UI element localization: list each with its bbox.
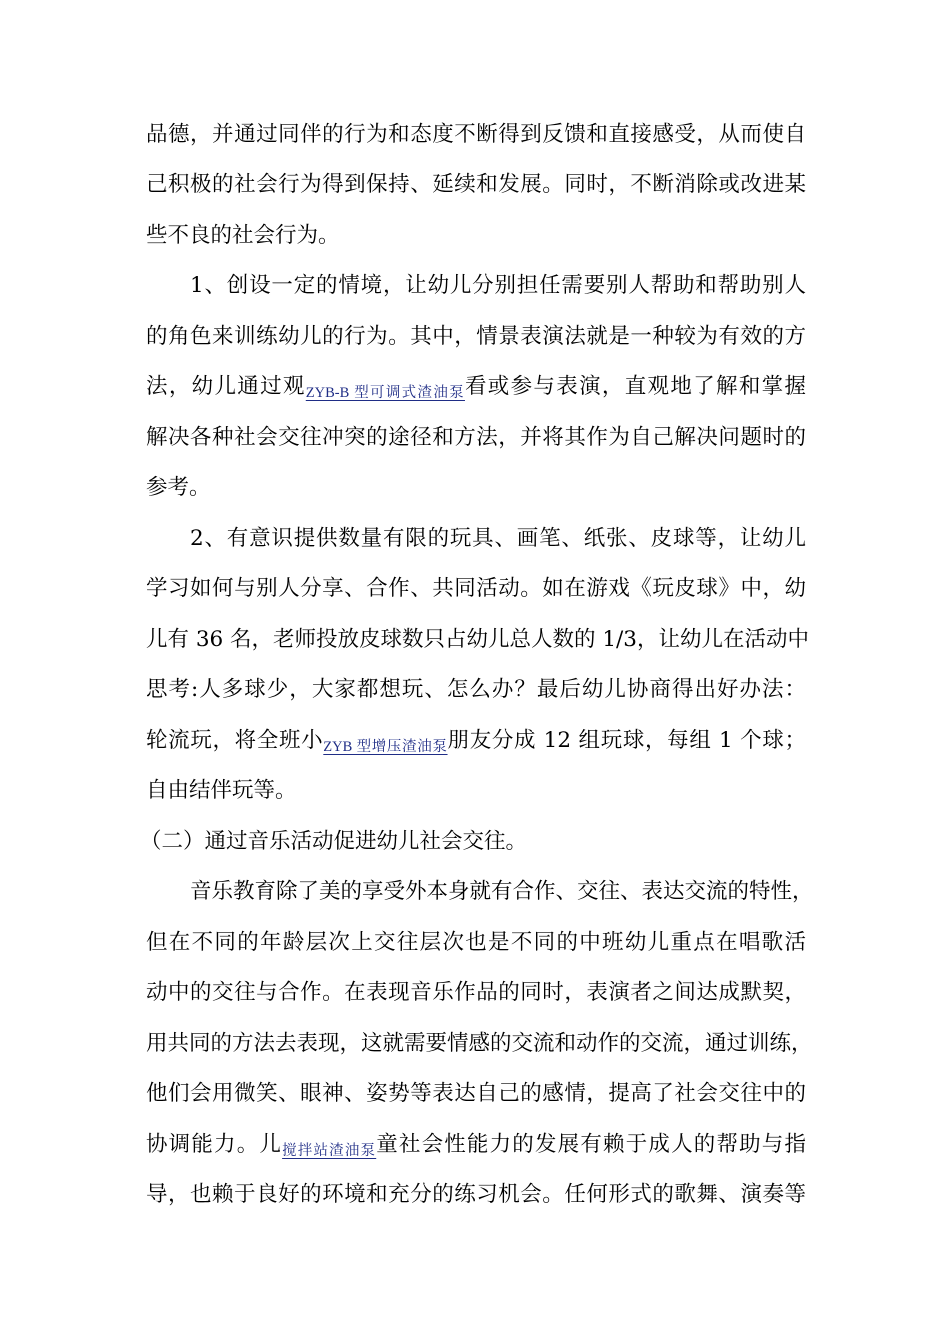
- text-line-with-link: [146, 724, 806, 758]
- text-segment: 轮流玩，将全班小: [146, 728, 324, 753]
- text-segment: 看或参与表演，直观地了解和掌握: [464, 374, 806, 399]
- text-line: 但在不同的年龄层次上交往层次也是不同的中班幼儿重点在唱歌活: [146, 930, 806, 955]
- text-segment: 朋友分成 12 组玩球，每组 1 个球；: [447, 728, 806, 753]
- text-line: 他们会用微笑、眼神、姿势等表达自己的感情，提高了社会交往中的: [146, 1081, 806, 1106]
- text-line: 自由结伴玩等。: [146, 778, 297, 803]
- section-heading: （二）通过音乐活动促进幼儿社会交往。: [140, 829, 528, 854]
- link-zyb-b-adjustable-residual-oil-pump[interactable]: ZYB-B 型可调式渣油泵: [305, 385, 465, 401]
- text-line: 参考。: [146, 475, 211, 500]
- text-line: 己积极的社会行为得到保持、延续和发展。同时，不断消除或改进某: [146, 172, 806, 197]
- text-segment: 法，幼儿通过观: [146, 374, 306, 399]
- text-line: 思考:人多球少，大家都想玩、怎么办？最后幼儿协商得出好办法：: [146, 677, 806, 702]
- text-line: 学习如何与别人分享、合作、共同活动。如在游戏《玩皮球》中，幼: [146, 576, 806, 601]
- link-mixing-station-residual-oil-pump[interactable]: 搅拌站渣油泵: [282, 1143, 377, 1159]
- text-line: 动中的交往与合作。在表现音乐作品的同时，表演者之间达成默契，: [146, 980, 806, 1005]
- paragraph-2-first-line: 2、有意识提供数量有限的玩具、画笔、纸张、皮球等，让幼儿: [190, 526, 806, 551]
- paragraph-1-first-line: 1、创设一定的情境，让幼儿分别担任需要别人帮助和帮助别人: [190, 273, 806, 298]
- text-line: 导，也赖于良好的环境和充分的练习机会。任何形式的歌舞、演奏等: [146, 1182, 806, 1207]
- paragraph-3-first-line: 音乐教育除了美的享受外本身就有合作、交往、表达交流的特性，: [190, 879, 814, 904]
- text-line: 儿有 36 名，老师投放皮球数只占幼儿总人数的 1/3，让幼儿在活动中: [146, 627, 809, 652]
- text-line: 解决各种社会交往冲突的途径和方法，并将其作为自己解决问题时的: [146, 425, 806, 450]
- text-line-with-link: [146, 370, 806, 404]
- text-line: 用共同的方法去表现，这就需要情感的交流和动作的交流，通过训练，: [146, 1031, 813, 1056]
- text-segment: 协调能力。儿: [146, 1132, 283, 1157]
- text-line: 些不良的社会行为。: [146, 223, 340, 248]
- text-line-with-link: [146, 1128, 806, 1162]
- text-line: 的角色来训练幼儿的行为。其中，情景表演法就是一种较为有效的方: [146, 324, 806, 349]
- link-zyb-booster-residual-oil-pump[interactable]: ZYB 型增压渣油泵: [323, 739, 448, 755]
- text-line: 品德，并通过同伴的行为和态度不断得到反馈和直接感受，从而使自: [146, 122, 806, 147]
- text-segment: 童社会性能力的发展有赖于成人的帮助与指: [376, 1132, 806, 1157]
